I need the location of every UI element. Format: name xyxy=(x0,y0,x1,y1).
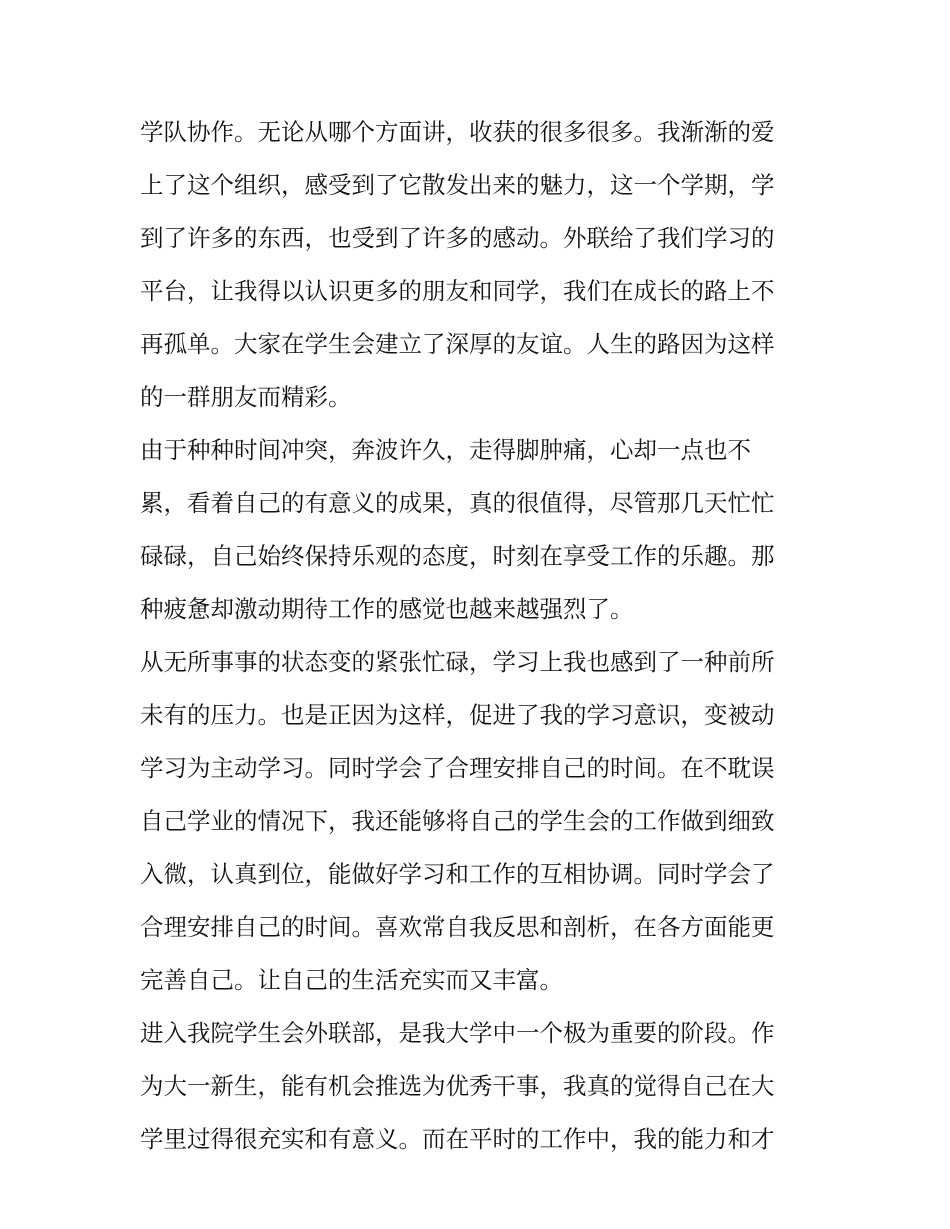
text-line-3: 到了许多的东西，也受到了许多的感动。外联给了我们学习的 xyxy=(140,224,775,252)
text-line-11: 从无所事事的状态变的紧张忙碌，学习上我也感到了一种前所 xyxy=(140,648,775,676)
text-line-16: 合理安排自己的时间。喜欢常自我反思和剖析，在各方面能更 xyxy=(140,913,775,941)
text-line-12: 未有的压力。也是正因为这样，促进了我的学习意识，变被动 xyxy=(140,701,775,729)
text-line-8: 累，看着自己的有意义的成果，真的很值得，尽管那几天忙忙 xyxy=(140,489,775,517)
text-line-5: 再孤单。大家在学生会建立了深厚的友谊。人生的路因为这样 xyxy=(140,330,775,358)
text-line-19: 为大一新生，能有机会推选为优秀干事，我真的觉得自己在大 xyxy=(140,1072,775,1100)
text-line-1: 学队协作。无论从哪个方面讲，收获的很多很多。我渐渐的爱 xyxy=(140,118,775,146)
text-line-10: 种疲惫却激动期待工作的感觉也越来越强烈了。 xyxy=(140,595,634,623)
text-line-17: 完善自己。让自己的生活充实而又丰富。 xyxy=(140,966,563,994)
text-line-4: 平台，让我得以认识更多的朋友和同学，我们在成长的路上不 xyxy=(140,277,775,305)
body-text xyxy=(140,106,820,1166)
text-line-6: 的一群朋友而精彩。 xyxy=(140,383,352,411)
text-line-2: 上了这个组织，感受到了它散发出来的魅力，这一个学期，学 xyxy=(140,171,775,199)
text-line-15: 入微，认真到位，能做好学习和工作的互相协调。同时学会了 xyxy=(140,860,775,888)
text-line-13: 学习为主动学习。同时学会了合理安排自己的时间。在不耽误 xyxy=(140,754,775,782)
text-line-14: 自己学业的情况下，我还能够将自己的学生会的工作做到细致 xyxy=(140,807,775,835)
text-line-20: 学里过得很充实和有意义。而在平时的工作中，我的能力和才 xyxy=(140,1125,775,1153)
text-line-9: 碌碌，自己始终保持乐观的态度，时刻在享受工作的乐趣。那 xyxy=(140,542,775,570)
text-line-18: 进入我院学生会外联部，是我大学中一个极为重要的阶段。作 xyxy=(140,1019,775,1047)
text-line-7: 由于种种时间冲突，奔波许久，走得脚肿痛，心却一点也不 xyxy=(140,436,751,464)
